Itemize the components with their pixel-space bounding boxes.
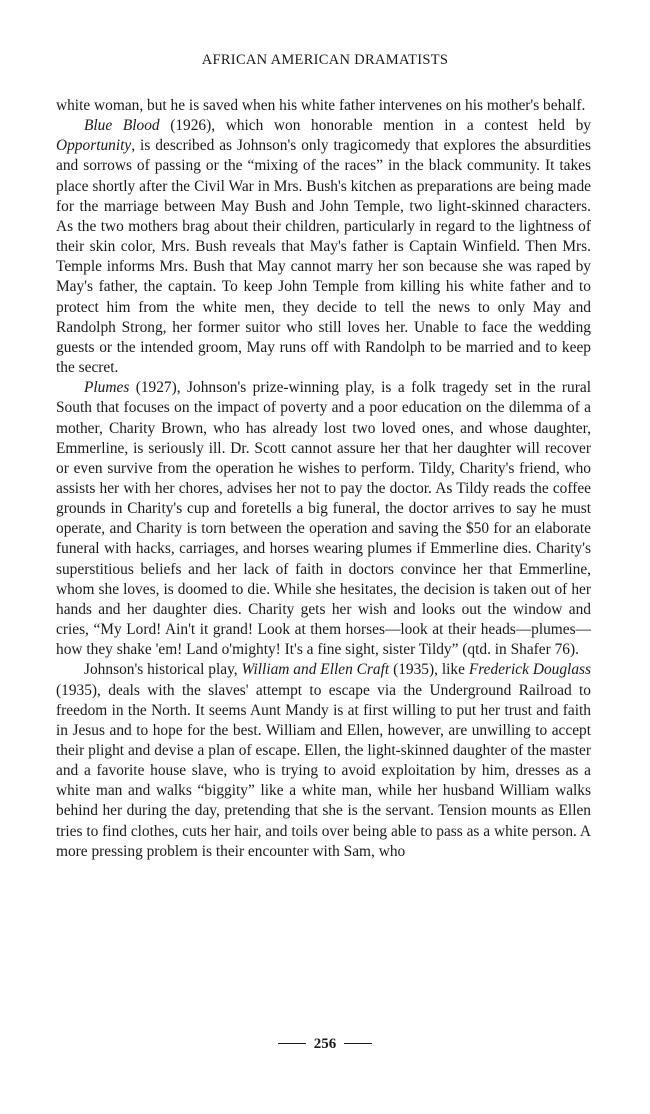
- italic-title: Frederick Douglass: [468, 661, 591, 679]
- page-number: 256: [313, 1036, 337, 1052]
- italic-title: Blue Blood: [84, 117, 160, 135]
- text-run: white woman, but he is saved when his white father intervenes on his mother's behalf.: [56, 97, 586, 114]
- text-run: (1935), like: [389, 661, 469, 679]
- paragraph: [56, 378, 591, 660]
- page-folio: [0, 1036, 650, 1053]
- folio-right-rule: [344, 1043, 372, 1044]
- text-run: , is described as Johnson's only tragicomedy that explores the absurdities and sorrows of passing or the “mixing of the races” in the black community. It takes place shortly after the Civil War in Mrs. Bush's kitchen as preparations are being made for the marriage between May Bush and John Temple, two light-skinned characters. As the two mothers brag about their children, particularly in regard to the lightness of their skin color, Mrs. Bush reveals that May's father is Captain Winfield. Then Mrs. Temple informs Mrs. Bush that May cannot marry her son because she was raped by May's father, the captain. To keep John Temple from killing his white father and to protect him from the white men, they decide to tell the news to only May and Randolph Strong, her former suitor who still loves her. Unable to face the wedding guests or the intended groom, May runs off with Randolph to be married and to keep the secret.: [56, 137, 591, 377]
- running-head: AFRICAN AMERICAN DRAMATISTS: [201, 52, 449, 68]
- paragraph: [56, 116, 591, 378]
- paragraph: [56, 660, 591, 862]
- text-run: Johnson's historical play,: [84, 661, 242, 679]
- paragraph: [56, 96, 591, 116]
- body-text: [56, 96, 591, 862]
- text-run: (1926), which won honorable mention in a contest held by: [159, 117, 591, 135]
- folio-left-rule: [278, 1043, 306, 1044]
- italic-title: William and Ellen Craft: [241, 661, 390, 679]
- text-run: (1935), deals with the slaves' attempt to escape via the Underground Railroad to freedom in the North. It seems Aunt Mandy is at first willing to put her trust and faith in Jesus and to hope for the best. William and Ellen, however, are unwilling to accept their plight and devise a plan of escape. Ellen, the light-skinned daughter of the master and a favorite house slave, who is trying to avoid exploitation by him, dresses as a white man and walks “biggity” like a white man, while her husband William walks behind her during the day, pretending that she is the servant. Tension mounts as Ellen tries to find clothes, cuts her hair, and toils over being able to pass as a white person. A more pressing problem is their encounter with Sam, who: [56, 681, 591, 860]
- italic-title: Opportunity: [56, 137, 132, 155]
- text-run: (1927), Johnson's prize-winning play, is a folk tragedy set in the rural South that focuses on the impact of poverty and a poor education on the dilemma of a mother, Charity Brown, who has already lost two loved ones, and whose daughter, Emmerline, is seriously ill. Dr. Scott cannot assure her that her daughter will recover or even survive from the operation he wishes to perform. Tildy, Charity's friend, who assists her with her chores, advises her not to pay the doctor. As Tildy reads the coffee grounds in Charity's cup and foretells a big funeral, the doctor arrives to say he must operate, and Charity is torn between the operation and saving the $50 for an elaborate funeral with hacks, carriages, and horses wearing plumes if Emmerline dies. Charity's superstitious beliefs and her lack of faith in doctors convince her that Emmerline, whom she loves, is doomed to die. While she hesitates, the decision is taken out of her hands and her daughter dies. Charity gets her wish and looks out the window and cries, “My Lord! Ain't it grand! Look at them horses—look at their heads—plumes—how they shake 'em! Land o'mighty! It's a fine sight, sister Tildy” (qtd. in Shafer 76).: [56, 379, 591, 659]
- italic-title: Plumes: [84, 379, 130, 397]
